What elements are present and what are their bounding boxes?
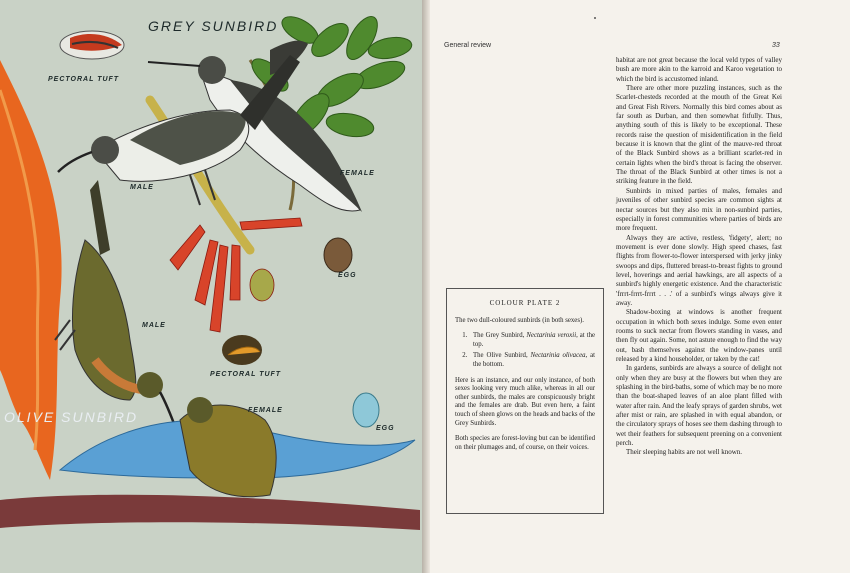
caption-paragraph: Here is an instance, and our only instance, of both sexes looking very much alike, whereas in all our other sunbirds, the males are conspicuously bright and the females are drab. But even here, a faint touch of sheen glows on the heads and backs of the Grey Sunbirds. [455,376,595,427]
label-pectoral-tuft-bottom: PECTORAL TUFT [210,371,282,378]
label-female-top: FEMALE [340,170,375,177]
label-egg-bottom: EGG [376,425,395,432]
paragraph: Their sleeping habits are not well known. [626,448,743,457]
body-text-column [616,56,782,458]
paragraph: Sunbirds in mixed parties of males, females and juveniles of other sunbird species are common sights at nectar sources but they also mix in non-sunbird parties, especially in forest communities where parties of birds are more frequent. [616,186,782,233]
label-male-top: MALE [130,184,154,191]
latin-name: Nectarinia olivacea [530,352,586,360]
caption-paragraph: Both species are forest-loving but can be identified on their plumages and, of course, on their voices. [455,435,595,451]
caption-species-list [455,332,595,369]
label-pectoral-tuft-top: PECTORAL TUFT [48,76,120,83]
ground-branch [0,495,420,530]
pectoral-tuft-bottom [222,335,262,365]
paragraph: habitat are not great because the local veld types of valley bush are more akin to the karroid and Karoo vegetation to which the bird is accustomed inland. [616,56,782,83]
pectoral-tuft-top [60,31,124,59]
running-head: General review [444,42,492,49]
latin-name: Nectarinia veroxii [526,332,577,340]
paragraph: Shadow-boxing at windows is another frequent occupation in which both sexes indulge. Some even enter rooms to suck nectar from flowers standing in vases, and then fly out again. Some, not astute enough to find the way out, bash themselves against the window-panes until released by a kind householder, or taken by the cat! [616,308,782,363]
colour-plate-caption [446,288,604,514]
label-female-bottom: FEMALE [248,407,283,414]
egg-bottom [353,393,379,427]
label-male-bottom: MALE [142,322,166,329]
paragraph: There are other more puzzling instances, such as the Scarlet-chesteds recorded at the mouth of the Great Kei and Great Fish Rivers. Normally this bird comes about as far south as Durban, and then somewhat fitfully. Thus, anything south of this is likely to be exceptional. These records raise the question of misidentification in the field because it is known that the glint of the mauve-red throat of the Black Sunbird shows as a brilliant scarlet-red in certain lights when the bird's throat is facing the observer. The throat of the Black Sunbird at other times is not a striking feature in the field. [616,84,782,186]
paragraph: In gardens, sunbirds are always a source of delight not only when they are busy at the flowers but when they are splashing in the bird-baths, some of which may be no more than the boat-shaped leaves of an aloe plant filled with water after rain. And the leafy sprays of garden shrubs, wet after mist or rain, are splashed in with equal abandon, or the circulatory sprays of hoses see them dashing through to wet their feathers for subsequent preening on a convenient perch. [616,364,782,448]
caption-species-item: 2. The Olive Sunbird, Nectarinia olivacea, at the bottom. [469,352,595,369]
paragraph: Always they are active, restless, 'fidgety', alert; no movement is ever done slowly. High speed chases, fast flights from flower-to-flower interspersed with jerky jinky swoops and dips, fluttered breast-to-breast fights to ground level, hoverings and aerial hawkings, are all aspects of a sunbird's highly energetic existence. And the characteristic 'frrrt-frrrt-frrrt . . .' of a sunbird's wings always give it away. [616,233,782,307]
caption-intro: The two dull-coloured sunbirds (in both sexes). [455,316,584,324]
caption-species-item: 1. The Grey Sunbird, Nectarinia veroxii, at the top. [469,332,595,349]
label-egg-top: EGG [338,272,357,279]
page-number: 33 [772,42,780,49]
olive-sunbird-male [55,180,182,445]
plate-title-olive-sunbird: OLIVE SUNBIRD [4,409,139,425]
caption-title: COLOUR PLATE 2 [489,299,561,307]
plate-title-grey-sunbird: GREY SUNBIRD [148,18,279,34]
page-speck [594,17,596,19]
egg-top [324,238,352,272]
